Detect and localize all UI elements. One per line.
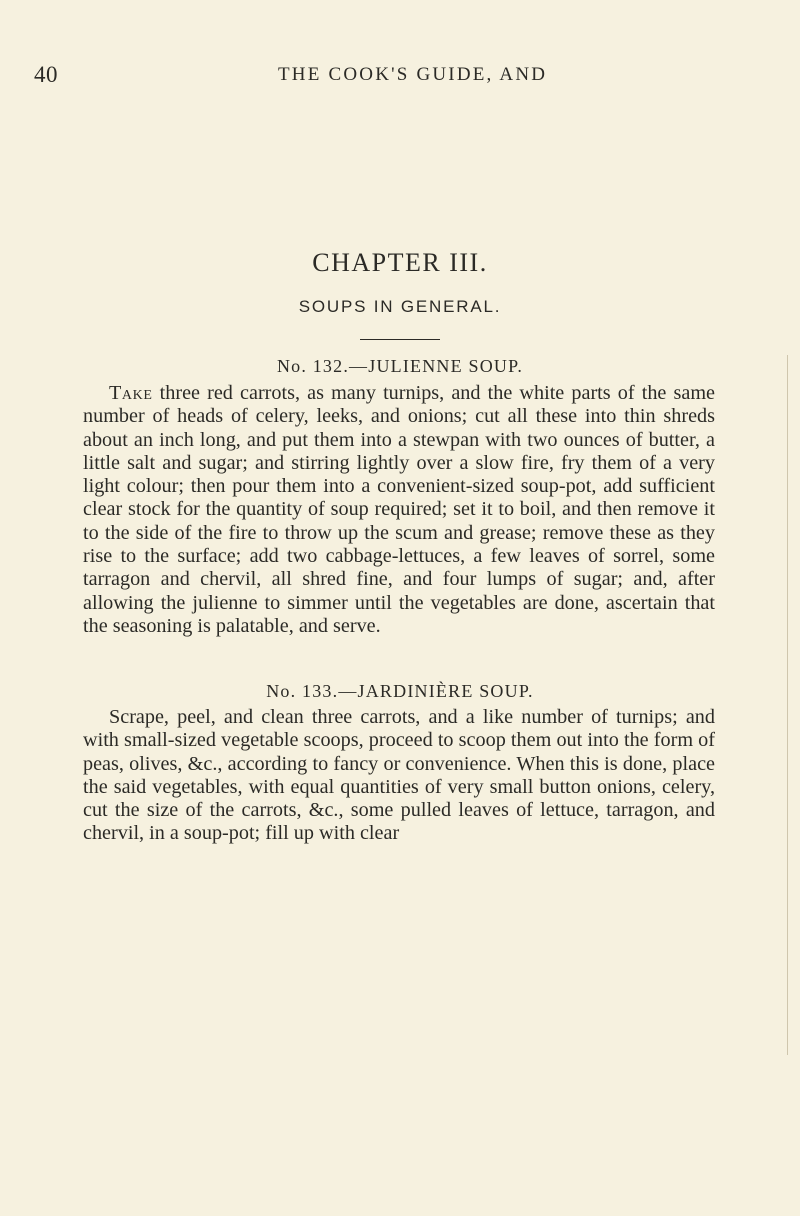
running-head — [0, 62, 800, 92]
recipe-heading-jardiniere: No. 133.—JARDINIÈRE SOUP. — [266, 681, 534, 701]
chapter-subtitle: SOUPS IN GENERAL. — [298, 297, 502, 316]
recipe-body-text: Scrape, peel, and clean three carrots, and a like number of turnips; and with small-sized vegetable scoops, proceed to scoop them out into the form of peas, olives, &c., according to fancy or convenience. When this is done, place the said vegetables, with equal quantities of very small button onions, celery, cut the size of the carrots, &c., some pulled leaves of lettuce, tarragon, and chervil, in a soup-pot; fill up with clear — [83, 706, 715, 845]
chapter-title: CHAPTER III. — [312, 248, 488, 277]
recipe-body-text: three red carrots, as many turnips, and the white parts of the same number of heads of celery, leeks, and onions; cut all these into thin shreds about an inch long, and put them into a stewpan with two ounces of butter, a little salt and sugar; and stirring lightly over a slow fire, fry them of a very light colour; then pour them into a convenient-sized soup-pot, add sufficient clear stock for the quantity of soup required; set it to boil, and then remove it to the side of the fire to throw up the scum and grease; remove these as they rise to the surface; add two cabbage-lettuces, a few leaves of sorrel, some tarragon and chervil, all shred fine, and four lumps of sugar; and, after allowing the julienne to simmer until the vegetables are done, ascertain that the seasoning is palatable, and serve. — [83, 382, 715, 637]
recipe-lead-word: Take — [109, 382, 153, 404]
page-number: 40 — [34, 62, 58, 87]
section-rule — [360, 339, 440, 340]
recipe-heading-julienne: No. 132.—JULIENNE SOUP. — [276, 356, 524, 376]
page-edge-line — [787, 355, 788, 1055]
running-title: THE COOK'S GUIDE, AND — [278, 64, 548, 85]
recipe-body-jardiniere — [83, 706, 715, 846]
recipe-body-julienne — [83, 382, 715, 638]
